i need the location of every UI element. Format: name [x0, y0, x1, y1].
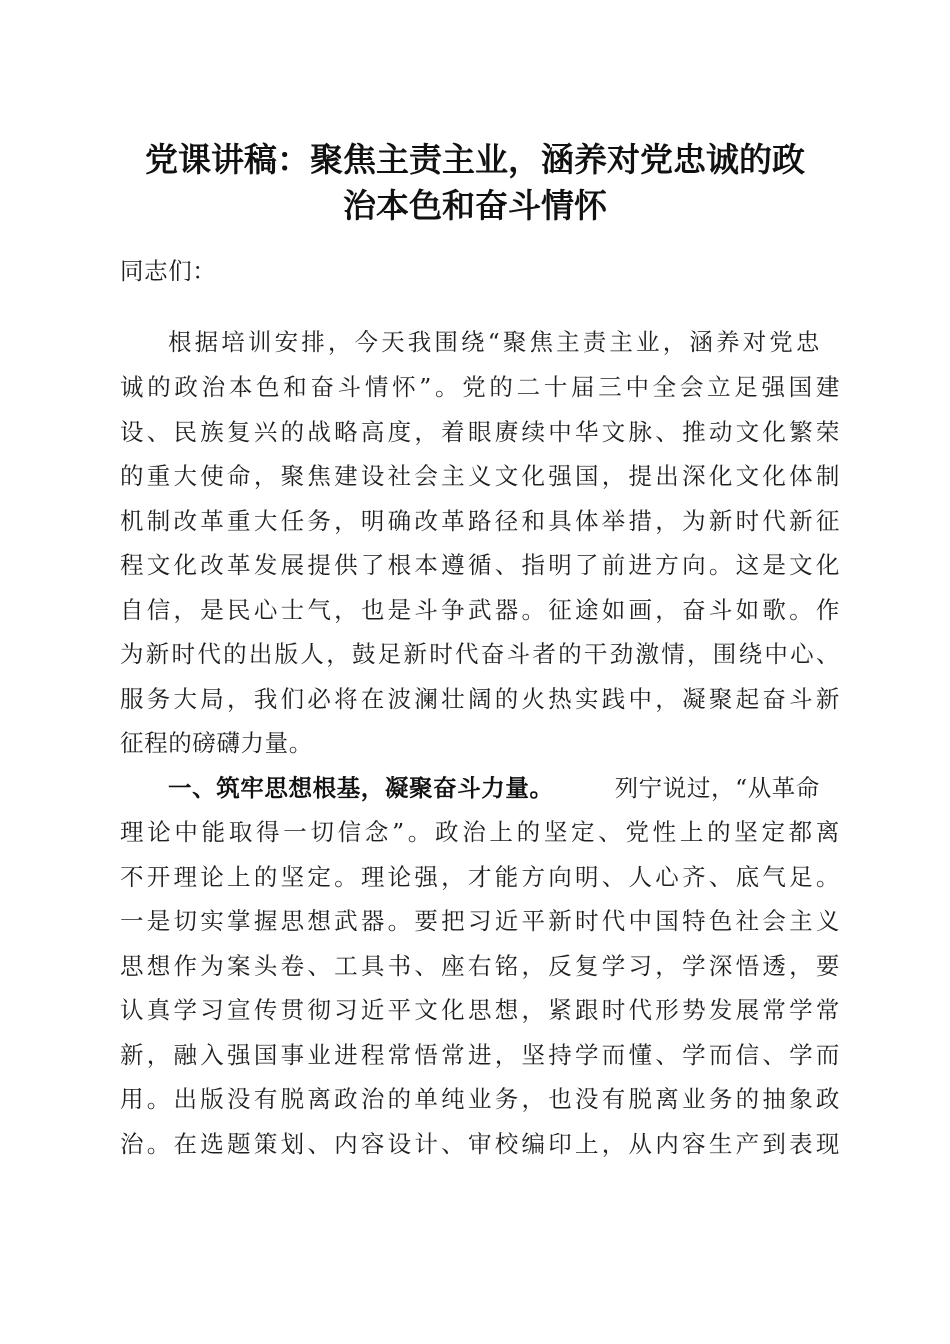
paragraph-line: 程文化改革发展提供了根本遵循、指明了前进方向。这是文化 [120, 551, 840, 579]
paragraph-line: 治。在选题策划、内容设计、审校编印上，从内容生产到表现 [120, 1130, 840, 1158]
section-1-first-line-text: 列宁说过，“从革命 [614, 774, 820, 802]
paragraph-line: 理论中能取得一切信念”。政治上的坚定、党性上的坚定都离 [120, 818, 840, 846]
paragraph-line: 服务大局，我们必将在波澜壮阔的火热实践中，凝聚起奋斗新 [120, 685, 840, 713]
paragraph-line: 一是切实掌握思想武器。要把习近平新时代中国特色社会主义 [120, 907, 840, 935]
paragraph-line: 机制改革重大任务，明确改革路径和具体举措，为新时代新征 [120, 507, 840, 535]
paragraph-line: 自信，是民心士气，也是斗争武器。征途如画，奋斗如歌。作 [120, 596, 840, 624]
salutation: 同志们： [120, 257, 217, 285]
paragraph-line: 不开理论上的坚定。理论强，才能方向明、人心齐、底气足。 [120, 863, 840, 891]
paragraph-line: 征程的磅礴力量。 [120, 729, 313, 757]
section-1-first-line [168, 773, 820, 803]
document-title-line-2: 治本色和奋斗情怀 [343, 186, 607, 225]
paragraph-line: 思想作为案头卷、工具书、座右铭，反复学习，学深悟透，要 [120, 952, 840, 980]
paragraph-line: 用。出版没有脱离政治的单纯业务，也没有脱离业务的抽象政 [120, 1085, 840, 1113]
paragraph-line: 为新时代的出版人，鼓足新时代奋斗者的干劲激情，围绕中心、 [120, 640, 840, 668]
paragraph-line: 的重大使命，聚焦建设社会主义文化强国，提出深化文化体制 [120, 462, 840, 490]
section-1-heading: 一、筑牢思想根基，凝聚奋斗力量。 [168, 774, 554, 802]
paragraph-line: 根据培训安排，今天我围绕“聚焦主责主业，涵养对党忠 [168, 328, 820, 356]
paragraph-line: 认真学习宣传贯彻习近平文化思想，紧跟时代形势发展常学常 [120, 996, 840, 1024]
paragraph-line: 诚的政治本色和奋斗情怀”。党的二十届三中全会立足强国建 [120, 373, 840, 401]
paragraph-line: 设、民族复兴的战略高度，着眼赓续中华文脉、推动文化繁荣 [120, 418, 840, 446]
document-title-line-1: 党课讲稿：聚焦主责主业，涵养对党忠诚的政 [145, 140, 805, 179]
paragraph-line: 新，融入强国事业进程常悟常进，坚持学而懂、学而信、学而 [120, 1041, 840, 1069]
